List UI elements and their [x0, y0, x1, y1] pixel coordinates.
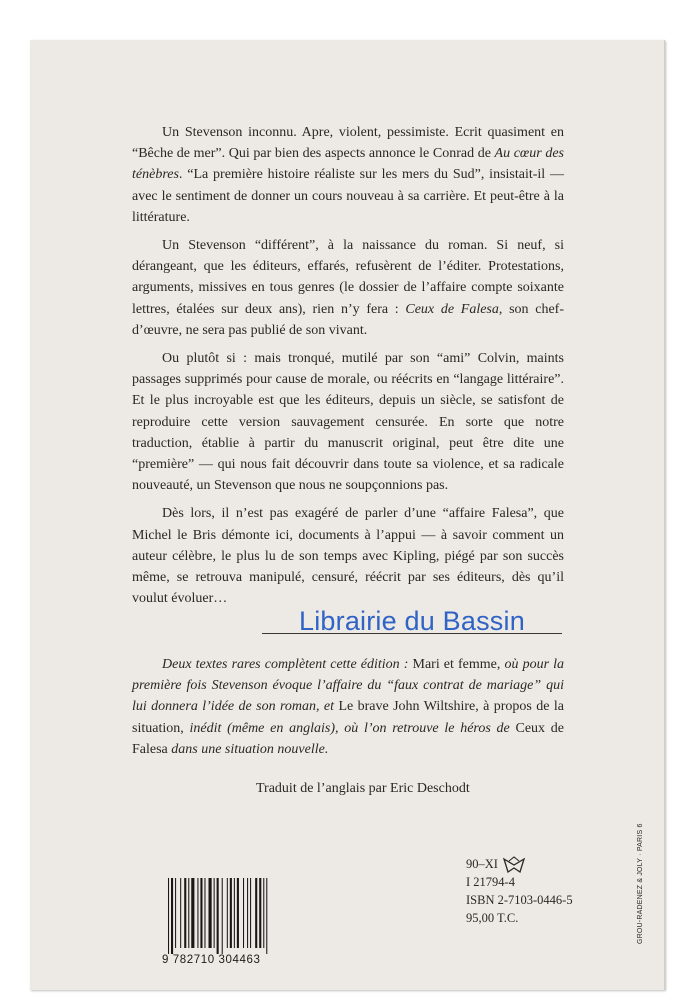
barcode-bar	[200, 878, 202, 948]
barcode-bar	[214, 878, 215, 948]
barcode-bar	[191, 878, 194, 948]
roman-text: Le brave John Wiltshire, à propos de la situation,	[132, 699, 564, 736]
barcode-number: 9 782710 304463	[162, 954, 261, 966]
barcode-bar	[209, 878, 212, 948]
barcode-bar	[227, 878, 228, 948]
barcode-bar	[266, 878, 267, 954]
barcode-bar	[171, 878, 173, 954]
blurb-paragraph	[132, 503, 564, 609]
barcode-bar	[222, 878, 223, 954]
blurb-text	[132, 122, 564, 609]
roman-text: Ou plutôt si : mais tronqué, mutilé par son “ami” Colvin, maints passages supprimés pour cause de morale, ou réécrits en “langage littéraire”. Et le plus incroyable est que les éditeurs, depuis un siècle, se satisfont de reproduire cette version sauvagement censurée. En sorte que notre traduction, établie à partir du manuscrit original, peut être dite une “première” — qui nous fait découvrir dans toute sa violence, et sa radicale nouveauté, un Stevenson que nous ne soupçonnions pas.	[132, 351, 564, 494]
roman-text: , son chef-d’œuvre, ne sera pas publié de son vivant.	[132, 301, 564, 338]
publisher-logo-icon	[501, 856, 527, 874]
barcode-bar	[217, 878, 219, 954]
barcode-bar	[263, 878, 264, 948]
barcode-bar	[168, 878, 169, 954]
barcode-bar	[259, 878, 261, 948]
printer-credit: GROU-RADENEZ & JOLY · PARIS 6	[637, 823, 644, 944]
edition-note-paragraph	[132, 654, 564, 760]
barcode-bar	[180, 878, 181, 948]
barcode-bar	[247, 878, 248, 948]
edition-note	[132, 654, 564, 760]
barcode-bar	[250, 878, 251, 948]
seller-watermark: Librairie du Bassin	[299, 606, 525, 636]
barcode-bar	[184, 878, 186, 948]
barcode-bar	[204, 878, 205, 948]
isbn-barcode	[162, 878, 280, 968]
blurb-paragraph	[132, 122, 564, 228]
roman-text: . “La première histoire réaliste sur les mers du Sud”, insistait-il — avec le sentiment de donner un cours nouveau à sa carrière. Et peut-être à la littérature.	[132, 167, 564, 225]
italic-text: inédit (même en anglais), où l’on retrouve le héros de	[189, 720, 516, 736]
roman-text: Ceux de Falesa	[132, 720, 564, 757]
italic-text: dans une situation nouvelle.	[171, 741, 329, 757]
italic-text: Ceux de Falesa	[405, 301, 499, 317]
barcode-bar	[230, 878, 232, 948]
translator-credit: Traduit de l’anglais par Eric Deschodt	[256, 781, 470, 796]
isbn-text: ISBN 2-7103-0446-5	[466, 893, 573, 907]
barcode-bar	[243, 878, 244, 948]
roman-text: Dès lors, il n’est pas exagéré de parler d’une “affaire Falesa”, que Michel le Bris démonte ici, documents à l’appui — à savoir comment un auteur célèbre, le plus lu de son temps avec Kipling, piégé par son succès même, se retrouva manipulé, censuré, réécrit par ses éditeurs, dès qu’il voulut évoluer…	[132, 506, 564, 607]
barcode-bar	[255, 878, 257, 948]
barcode-bar	[175, 878, 176, 948]
roman-text: Mari et femme,	[412, 657, 505, 672]
italic-text: Deux textes rares complètent cette édition :	[162, 657, 413, 672]
blurb-paragraph	[132, 235, 564, 341]
barcode-bars	[168, 878, 278, 954]
blurb-paragraph	[132, 348, 564, 496]
italic-text: où pour la première fois Stevenson évoque l’affaire du “faux contrat de mariage” qui lui donnera l’idée de son roman, et	[132, 657, 564, 715]
roman-text: Un Stevenson “différent”, à la naissance du roman. Si neuf, si dérangeant, que les éditeurs, effarés, refusèrent de l’éditer. Protestations, arguments, missives en tous genres (le dossier de l’affaire compte soixante lettres, étalées sur deux ans), rien n’y fera :	[132, 238, 564, 317]
barcode-bar	[237, 878, 239, 948]
pub-ref: I 21794-4	[466, 875, 515, 889]
italic-text: Au cœur des ténèbres	[132, 146, 564, 183]
barcode-bar	[197, 878, 198, 948]
roman-text: Un Stevenson inconnu. Apre, violent, pessimiste. Ecrit quasiment en “Bêche de mer”. Qui par bien des aspects annonce le Conrad de	[132, 125, 564, 162]
price-text: 95,00 T.C.	[466, 911, 519, 925]
barcode-bar	[188, 878, 189, 948]
barcode-bar	[234, 878, 235, 948]
pub-code: 90–XI	[466, 857, 498, 871]
